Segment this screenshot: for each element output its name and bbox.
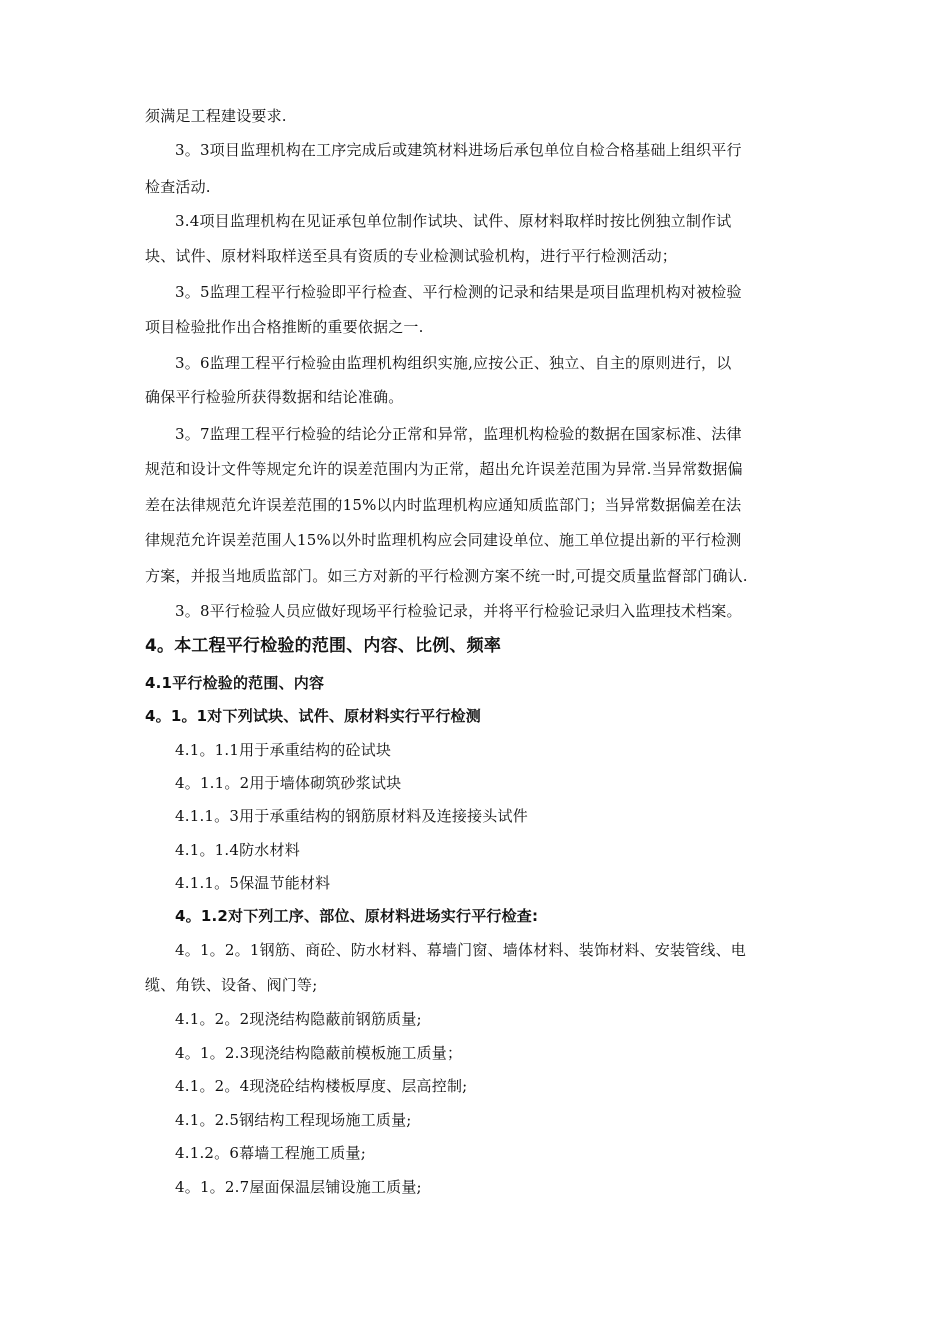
list-item: 4.1。2。2现浇结构隐蔽前钢筋质量; (175, 1010, 422, 1028)
clause-3-8: 3。8平行检验人员应做好现场平行检验记录，并将平行检验记录归入监理技术档案。 (175, 602, 742, 620)
paragraph-line: 检查活动. (145, 178, 211, 196)
clause-3-7: 3。7监理工程平行检验的结论分正常和异常，监理机构检验的数据在国家标准、法律 (175, 425, 742, 443)
list-item: 4.1.2。6幕墙工程施工质量; (175, 1144, 366, 1162)
list-item: 4。1.1。2用于墙体砌筑砂浆试块 (175, 774, 402, 792)
section-heading-4-1-1: 4。1。1对下列试块、试件、原材料实行平行检测 (145, 707, 481, 725)
paragraph-line: 确保平行检验所获得数据和结论准确。 (145, 388, 404, 406)
clause-3-6: 3。6监理工程平行检验由监理机构组织实施,应按公正、独立、自主的原则进行，以 (175, 354, 732, 372)
clause-3-5: 3。5监理工程平行检验即平行检查、平行检测的记录和结果是项目监理机构对被检验 (175, 283, 742, 301)
list-item: 4.1。2.5钢结构工程现场施工质量; (175, 1111, 412, 1129)
list-item: 4.1.1。3用于承重结构的钢筋原材料及连接接头试件 (175, 807, 528, 825)
list-item-continuation: 缆、角铁、设备、阀门等; (145, 976, 318, 994)
paragraph-line: 律规范允许误差范围人15%以外时监理机构应会同建设单位、施工单位提出新的平行检测 (145, 531, 742, 549)
section-heading-4: 4。本工程平行检验的范围、内容、比例、频率 (145, 636, 502, 656)
list-item: 4.1。1.4防水材料 (175, 841, 300, 859)
list-item: 4.1.1。5保温节能材料 (175, 874, 331, 892)
paragraph-line: 项目检验批作出合格推断的重要依据之一. (145, 318, 424, 336)
paragraph-line: 规范和设计文件等规定允许的误差范围内为正常，超出允许误差范围为异常.当异常数据偏 (145, 460, 743, 478)
paragraph-line: 须满足工程建设要求. (145, 107, 287, 125)
paragraph-line: 块、试件、原材料取样送至具有资质的专业检测试验机构，进行平行检测活动； (145, 247, 678, 265)
section-heading-4-1: 4.1平行检验的范围、内容 (145, 674, 325, 692)
list-item: 4.1。1.1用于承重结构的砼试块 (175, 741, 392, 759)
list-item: 4。1。2.3现浇结构隐蔽前模板施工质量； (175, 1044, 463, 1062)
paragraph-line: 方案，并报当地质监部门。如三方对新的平行检测方案不统一时,可提交质量监督部门确认. (145, 567, 748, 585)
paragraph-line: 差在法律规范允许误差范围的15%以内时监理机构应通知质监部门；当异常数据偏差在法 (145, 496, 742, 514)
clause-3-4: 3.4项目监理机构在见证承包单位制作试块、试件、原材料取样时按比例独立制作试 (175, 212, 732, 230)
list-item: 4。1。2.7屋面保温层铺设施工质量; (175, 1178, 422, 1196)
section-heading-4-1-2: 4。1.2对下列工序、部位、原材料进场实行平行检查: (175, 907, 539, 925)
list-item: 4。1。2。1钢筋、商砼、防水材料、幕墙门窗、墙体材料、装饰材料、安装管线、电 (175, 941, 746, 959)
clause-3-3: 3。3项目监理机构在工序完成后或建筑材料进场后承包单位自检合格基础上组织平行 (175, 141, 742, 159)
list-item: 4.1。2。4现浇砼结构楼板厚度、层高控制; (175, 1077, 468, 1095)
